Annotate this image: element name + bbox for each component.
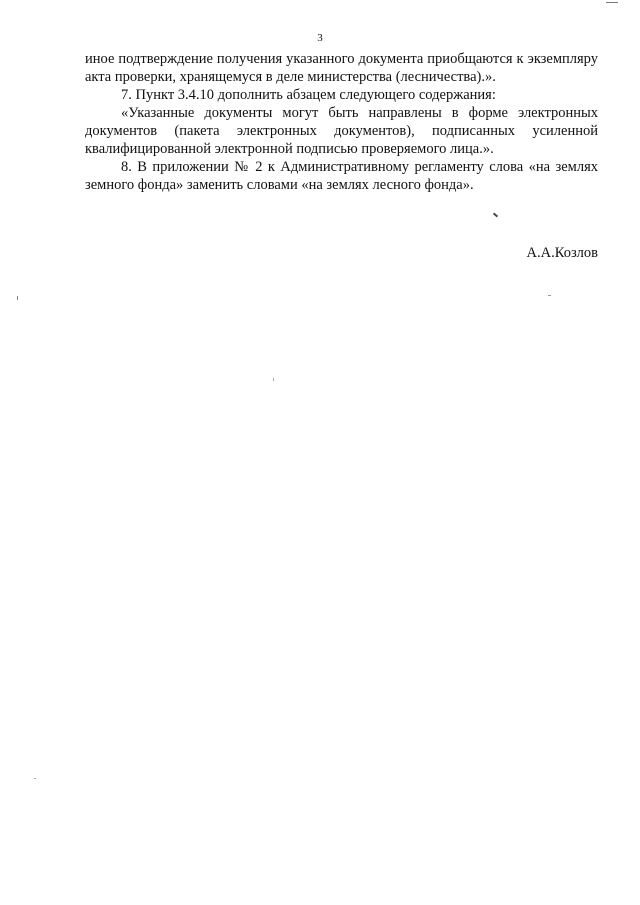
signature-name: А.А.Козлов <box>526 245 598 261</box>
scan-mark <box>493 213 498 218</box>
scan-speck <box>34 778 36 779</box>
paragraph-item-7: 7. Пункт 3.4.10 дополнить абзацем следующего содержания: <box>121 87 496 103</box>
paragraph-continuation: иное подтверждение получения указанного документа приобщаются к экземпляру акта проверки, хранящемуся в деле министерства (лесничества).». <box>85 51 598 85</box>
scan-speck <box>548 295 551 296</box>
page-number: 3 <box>317 32 323 44</box>
document-body <box>85 50 598 194</box>
scan-speck <box>17 296 18 300</box>
scan-edge-mark <box>606 2 618 3</box>
paragraph-item-8: 8. В приложении № 2 к Административному регламенту слова «на землях земного фонда» заменить словами «на землях лесного фонда». <box>85 159 598 193</box>
paragraph-quote: «Указанные документы могут быть направлены в форме электронных документов (пакета электронных документов), подписанных усиленной квалифицированной электронной подписью проверяемого лица.». <box>85 105 598 157</box>
scan-speck <box>273 378 274 381</box>
